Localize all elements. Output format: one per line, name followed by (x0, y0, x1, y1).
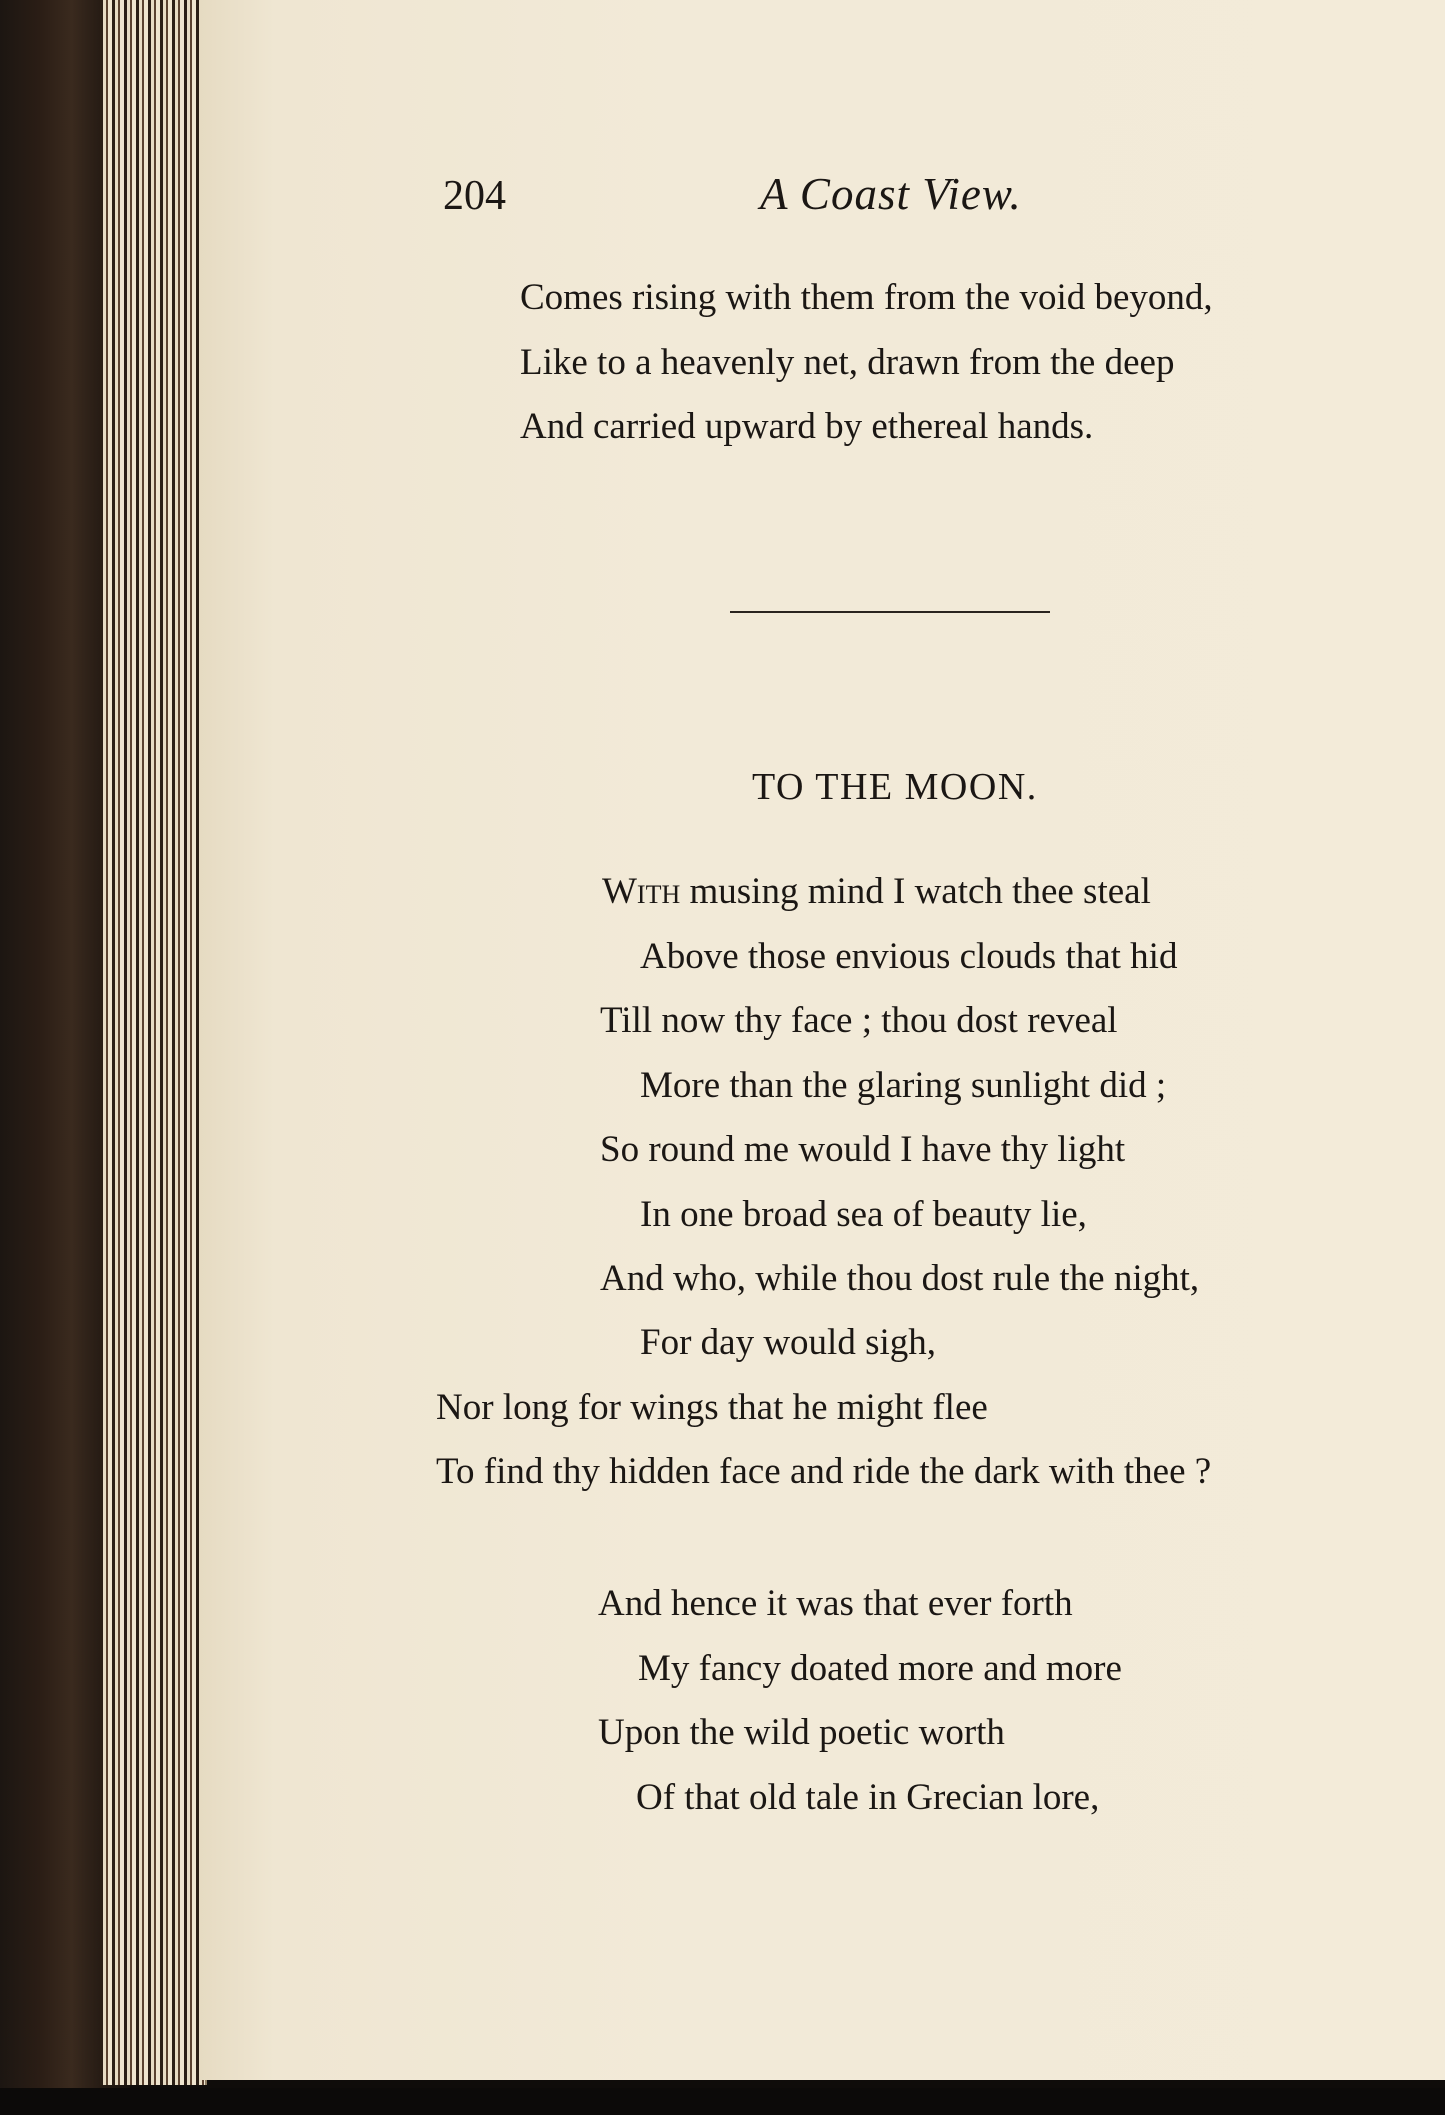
first-line-rest: musing mind I watch thee steal (680, 871, 1151, 912)
verse-line: Comes rising with them from the void beyond, (520, 277, 1213, 318)
section-divider (730, 611, 1050, 613)
running-title: A Coast View. (760, 169, 1022, 219)
verse-line: My fancy doated more and more (638, 1648, 1122, 1689)
verse-line: Like to a heavenly net, drawn from the deep (520, 342, 1175, 383)
verse-line: Nor long for wings that he might flee (436, 1387, 988, 1428)
verse-line: And who, while thou dost rule the night, (600, 1258, 1200, 1299)
verse-line: And hence it was that ever forth (598, 1583, 1073, 1624)
bottom-shadow (0, 2088, 1445, 2115)
verse-line: Upon the wild poetic worth (598, 1712, 1005, 1753)
verse-line: More than the glaring sunlight did ; (640, 1065, 1167, 1106)
page-number: 204 (443, 173, 506, 219)
verse-line: Above those envious clouds that hid (640, 936, 1178, 977)
verse-line: For day would sigh, (640, 1322, 936, 1363)
poem-title: TO THE MOON. (752, 766, 1038, 808)
verse-line: Till now thy face ; thou dost reveal (600, 1000, 1118, 1041)
verse-line: In one broad sea of beauty lie, (640, 1194, 1087, 1235)
page-edges (100, 0, 207, 2085)
verse-line: And carried upward by ethereal hands. (520, 406, 1094, 447)
verse-line: Of that old tale in Grecian lore, (636, 1777, 1100, 1818)
verse-line-first (602, 870, 1151, 914)
verse-line: To find thy hidden face and ride the dark with thee ? (436, 1451, 1212, 1492)
verse-line: So round me would I have thy light (600, 1129, 1126, 1170)
drop-word: With (602, 871, 681, 912)
